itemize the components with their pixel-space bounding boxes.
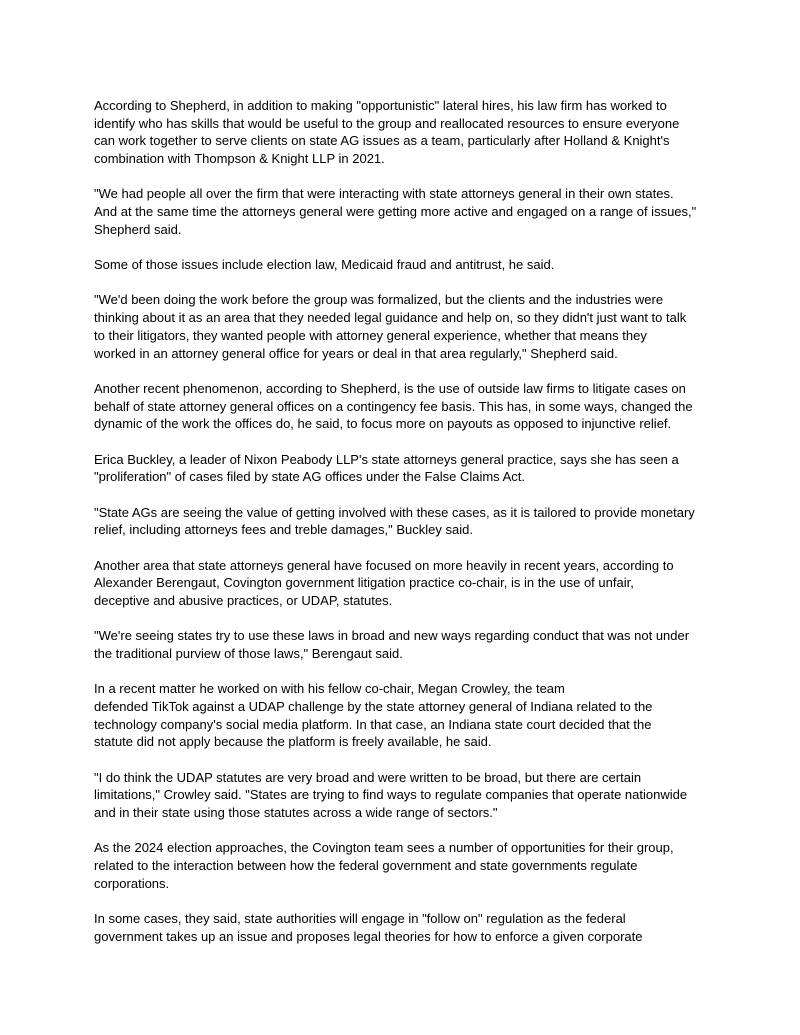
paragraph — [94, 291, 712, 362]
text-line: "State AGs are seeing the value of getting involved with these cases, as it is tailored to provide monetary — [94, 504, 695, 520]
text-line: "We're seeing states try to use these laws in broad and new ways regarding conduct that was not under — [94, 628, 690, 644]
text-line: can work together to serve clients on state AG issues as a team, particularly after Holland & Knight's — [94, 133, 670, 149]
text-line: statute did not apply because the platform is freely available, he said. — [94, 734, 492, 750]
text-line: According to Shepherd, in addition to making "opportunistic" lateral hires, his law firm has worked to — [94, 98, 667, 113]
text-line: And at the same time the attorneys general were getting more active and engaged on a range of issues," — [94, 204, 697, 220]
paragraph — [94, 557, 712, 610]
paragraph — [94, 380, 712, 433]
paragraph — [94, 680, 712, 751]
text-line: In some cases, they said, state authorities will engage in "follow on" regulation as the federal — [94, 911, 626, 927]
paragraph — [94, 97, 712, 168]
paragraph — [94, 256, 712, 274]
text-line: Shepherd said. — [94, 221, 182, 237]
text-line: dynamic of the work the offices do, he said, to focus more on payouts as opposed to injunctive relief. — [94, 416, 672, 432]
paragraph — [94, 451, 712, 486]
text-line: thinking about it as an area that they needed legal guidance and help on, so they didn't just want to talk — [94, 310, 687, 326]
text-line: and in their state using those statutes across a wide range of sectors." — [94, 805, 498, 821]
text-line: technology company's social media platform. In that case, an Indiana state court decided that the — [94, 716, 652, 732]
paragraph — [94, 910, 712, 945]
text-line: "We had people all over the firm that were interacting with state attorneys general in their own states. — [94, 186, 674, 202]
text-line: Some of those issues include election law, Medicaid fraud and antitrust, he said. — [94, 257, 555, 273]
text-line: As the 2024 election approaches, the Covington team sees a number of opportunities for their group, — [94, 840, 674, 856]
paragraph — [94, 839, 712, 892]
text-line: identify who has skills that would be useful to the group and reallocated resources to ensure everyone — [94, 115, 680, 131]
document-body — [94, 97, 712, 963]
text-line: Another recent phenomenon, according to Shepherd, is the use of outside law firms to litigate cases on — [94, 380, 686, 396]
text-line: related to the interaction between how the federal government and state governments regulate — [94, 858, 638, 874]
text-line: "proliferation" of cases filed by state AG offices under the False Claims Act. — [94, 469, 525, 485]
text-line: defended TikTok against a UDAP challenge by the state attorney general of Indiana related to the — [94, 698, 653, 714]
text-line: worked in an attorney general office for years or deal in that area regularly," Shepherd said. — [94, 345, 618, 361]
text-line: Erica Buckley, a leader of Nixon Peabody LLP's state attorneys general practice, says she has seen a — [94, 451, 679, 467]
paragraph — [94, 504, 712, 539]
text-line: to their litigators, they wanted people with attorney general experience, whether that means they — [94, 327, 647, 343]
text-line: Alexander Berengaut, Covington government litigation practice co-chair, is in the use of unfair, — [94, 575, 634, 591]
text-line: deceptive and abusive practices, or UDAP, statutes. — [94, 592, 393, 608]
text-line: Another area that state attorneys general have focused on more heavily in recent years, according to — [94, 557, 674, 573]
text-line: "I do think the UDAP statutes are very broad and were written to be broad, but there are certain — [94, 769, 642, 785]
text-line: relief, including attorneys fees and treble damages," Buckley said. — [94, 522, 473, 538]
paragraph — [94, 769, 712, 822]
text-line: behalf of state attorney general offices on a contingency fee basis. This has, in some ways, changed the — [94, 398, 693, 414]
text-line: In a recent matter he worked on with his fellow co-chair, Megan Crowley, the team — [94, 681, 565, 697]
text-line: limitations," Crowley said. "States are trying to find ways to regulate companies that operate nationwide — [94, 787, 688, 803]
text-line: combination with Thompson & Knight LLP in 2021. — [94, 151, 385, 167]
paragraph — [94, 627, 712, 662]
text-line: government takes up an issue and proposes legal theories for how to enforce a given corporate — [94, 928, 643, 944]
text-line: "We'd been doing the work before the group was formalized, but the clients and the industries were — [94, 292, 664, 308]
paragraph — [94, 185, 712, 238]
text-line: the traditional purview of those laws," Berengaut said. — [94, 645, 403, 661]
text-line: corporations. — [94, 875, 170, 891]
